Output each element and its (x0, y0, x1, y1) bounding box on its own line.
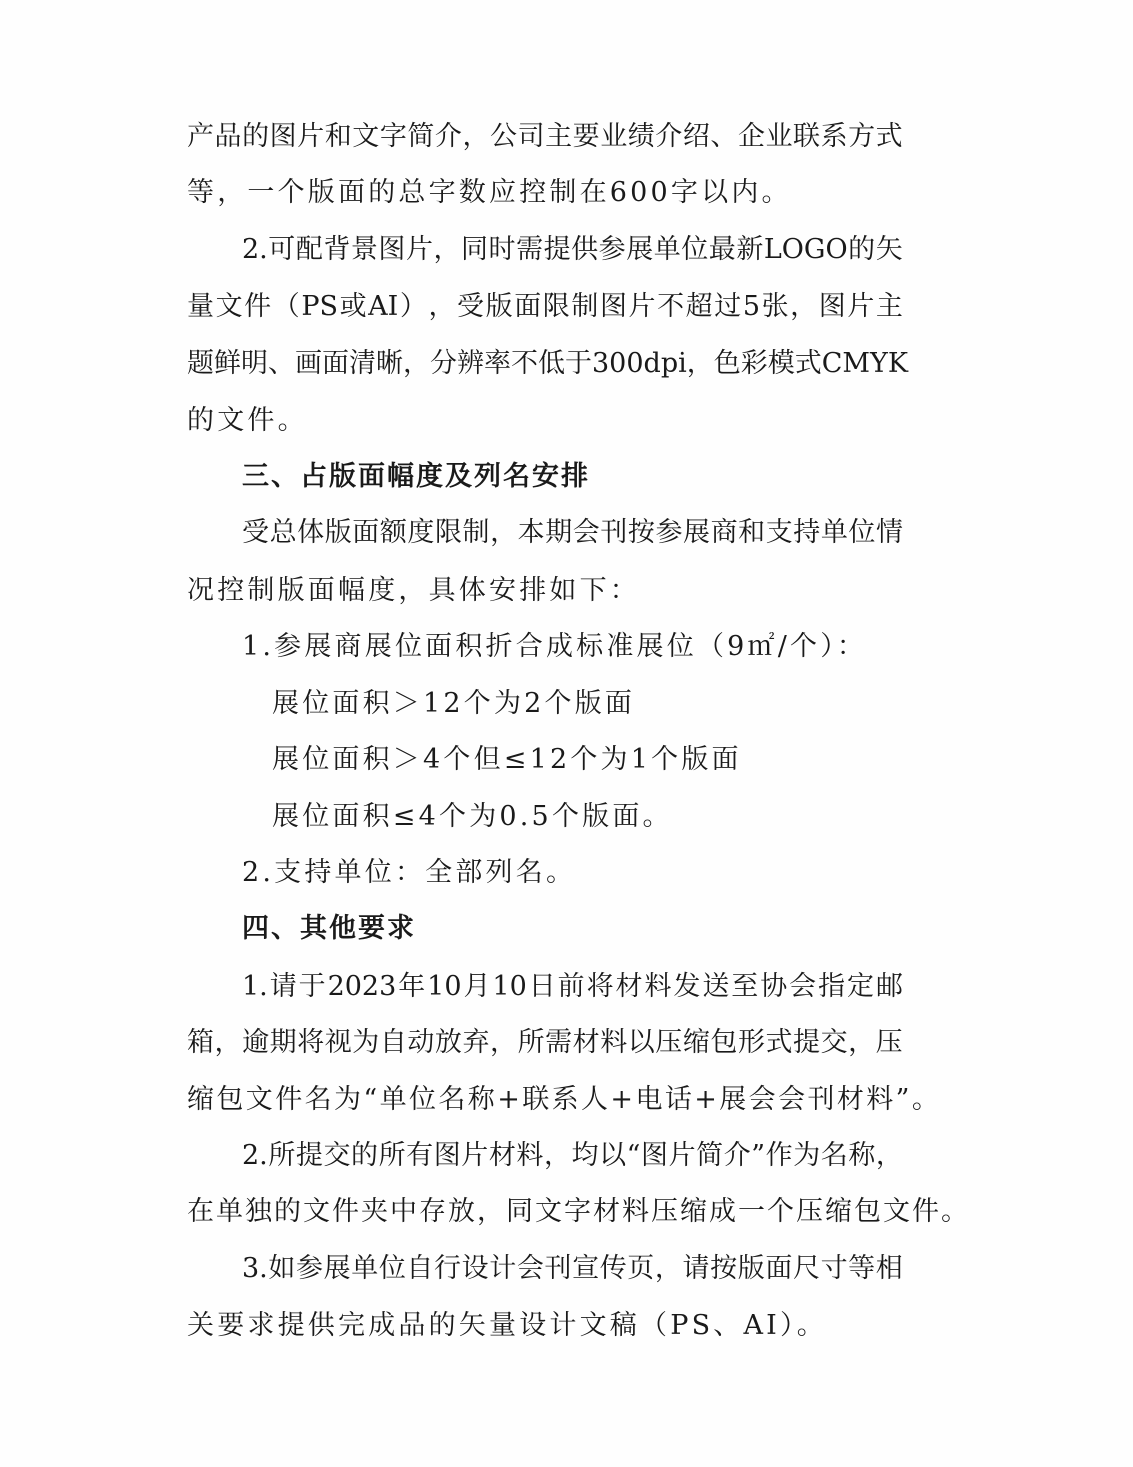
text-glyph: 张 (761, 291, 789, 322)
text-glyph: 色 (713, 348, 741, 379)
text-glyph: 自 (379, 1027, 407, 1058)
text-glyph: 可 (268, 234, 296, 265)
text-glyph: 弃 (462, 1027, 490, 1058)
text-glyph: 的 (848, 234, 876, 265)
text-glyph: 指 (818, 971, 846, 1002)
text-glyph: 面 (322, 348, 349, 379)
text-glyph: 图 (269, 121, 297, 152)
text-glyph: 所 (268, 1140, 296, 1171)
paragraph-line (242, 967, 903, 1007)
text-glyph: 至 (731, 971, 759, 1002)
text-glyph: 率 (484, 348, 511, 379)
text-glyph: 片 (461, 1140, 489, 1171)
text-glyph: 限 (434, 517, 462, 548)
text-glyph: 于 (298, 971, 326, 1002)
text-glyph: 期 (269, 1027, 297, 1058)
text-glyph: 背 (323, 234, 351, 265)
text-glyph: 企 (737, 121, 765, 152)
text-glyph: 会 (516, 1253, 544, 1284)
text-glyph: 版 (737, 1253, 765, 1284)
text-glyph: 行 (434, 1253, 462, 1284)
paragraph-line: 的文件。 (187, 405, 308, 436)
text-glyph: 交 (323, 1140, 351, 1171)
text-glyph: 以 (627, 1027, 655, 1058)
text-glyph: ， (490, 1027, 518, 1058)
text-glyph: 发 (673, 971, 701, 1002)
text-glyph: ， (403, 348, 430, 379)
text-glyph: 日 (528, 971, 556, 1002)
text-glyph: 名 (820, 1140, 848, 1171)
text-glyph: 图 (641, 1140, 669, 1171)
text-glyph: 清 (349, 348, 376, 379)
text-glyph: 持 (793, 517, 821, 548)
text-glyph: 同 (461, 234, 489, 265)
text-glyph: 刊 (600, 517, 628, 548)
paragraph-line: 在单独的文件夹中存放，同文字材料压缩成一个压缩包文件。 (187, 1196, 970, 1227)
text-glyph: 均 (571, 1140, 599, 1171)
section-heading: 四、其他要求 (242, 913, 416, 944)
text-glyph: 公 (490, 121, 518, 152)
paragraph-line: 关要求提供完成品的矢量设计文稿（PS、AI）。 (187, 1310, 827, 1341)
text-glyph: 制 (462, 517, 490, 548)
text-glyph: 式 (765, 1027, 793, 1058)
text-glyph: 料 (516, 1140, 544, 1171)
text-glyph: 5 (742, 291, 761, 322)
text-glyph: 位 (848, 517, 876, 548)
text-glyph: 所 (517, 1027, 545, 1058)
paragraph-line (242, 1136, 903, 1176)
text-glyph: 压 (875, 1027, 903, 1058)
text-glyph: 产 (187, 121, 214, 152)
text-glyph: 片 (628, 291, 656, 322)
text-glyph: 绍 (682, 121, 710, 152)
text-glyph: （ (272, 291, 300, 322)
text-glyph: 件 (244, 291, 272, 322)
paragraph-line (187, 117, 903, 157)
text-glyph: 年 (398, 971, 426, 1002)
text-glyph: 额 (379, 517, 407, 548)
text-glyph: ， (790, 291, 818, 322)
list-item: 展位面积＞12个为2个版面 (272, 688, 636, 719)
text-glyph: 以 (599, 1140, 627, 1171)
text-glyph: 邮 (875, 971, 903, 1002)
text-glyph: 300dpi (592, 348, 687, 379)
text-glyph: 支 (765, 517, 793, 548)
text-glyph: PS (301, 291, 338, 322)
text-glyph: 超 (685, 291, 713, 322)
text-glyph: 系 (820, 121, 848, 152)
text-glyph: 的 (351, 1140, 379, 1171)
text-glyph: 、 (268, 348, 295, 379)
paragraph-line: 等，一个版面的总字数应控制在600字以内。 (187, 177, 792, 208)
text-glyph: 版 (485, 291, 513, 322)
text-glyph: 料 (600, 1027, 628, 1058)
text-glyph: 所 (378, 1140, 406, 1171)
text-glyph: 3. (242, 1253, 268, 1284)
paragraph-line: 况控制版面幅度，具体安排如下： (187, 575, 640, 606)
text-glyph: 业 (765, 121, 793, 152)
text-glyph: 位 (681, 234, 709, 265)
text-glyph: 材 (572, 1027, 600, 1058)
text-glyph: 视 (324, 1027, 352, 1058)
text-glyph: 10 (427, 971, 462, 1002)
text-glyph: 2. (242, 1140, 268, 1171)
text-glyph: ， (654, 1253, 682, 1284)
text-glyph: 明 (241, 348, 268, 379)
text-glyph: 期 (545, 517, 573, 548)
text-glyph: 晰 (376, 348, 403, 379)
text-glyph: 按 (710, 1253, 738, 1284)
paragraph-line (242, 513, 903, 553)
text-glyph: 版 (324, 517, 352, 548)
text-glyph: “ (626, 1140, 641, 1171)
text-glyph: 式 (794, 348, 822, 379)
text-glyph: 传 (599, 1253, 627, 1284)
text-glyph: ， (875, 1140, 903, 1171)
text-glyph: 面 (514, 291, 542, 322)
text-glyph: 介 (655, 121, 683, 152)
text-glyph: 自 (406, 1253, 434, 1284)
text-glyph: 提 (543, 234, 571, 265)
text-glyph: 作 (765, 1140, 793, 1171)
text-glyph: 总 (269, 517, 297, 548)
text-glyph: 、 (710, 121, 738, 152)
text-glyph: 分 (430, 348, 457, 379)
text-glyph: 按 (627, 517, 655, 548)
paragraph-line: 1.参展商展位面积折合成标准展位（9㎡/个）： (242, 631, 868, 662)
text-glyph: 限 (542, 291, 570, 322)
text-glyph: 情 (875, 517, 903, 548)
text-glyph: 鲜 (214, 348, 241, 379)
text-glyph: 提 (295, 1140, 323, 1171)
paragraph-line: 2.支持单位：全部列名。 (242, 857, 577, 888)
text-glyph: 或 (339, 291, 367, 322)
text-glyph: 画 (295, 348, 322, 379)
text-glyph: 和 (738, 517, 766, 548)
text-glyph: 制 (571, 291, 599, 322)
text-glyph: 协 (760, 971, 788, 1002)
text-glyph: ， (490, 517, 518, 548)
text-glyph: 文 (352, 121, 380, 152)
text-glyph: 展 (683, 517, 710, 548)
text-glyph: 文 (215, 291, 243, 322)
text-glyph: 需 (516, 234, 544, 265)
text-glyph: 1. (242, 971, 268, 1002)
text-glyph: 低 (538, 348, 565, 379)
text-glyph: 介 (434, 121, 462, 152)
text-glyph: 片 (405, 234, 433, 265)
text-glyph: 缩 (682, 1027, 710, 1058)
text-glyph: 司 (517, 121, 545, 152)
text-glyph: 定 (847, 971, 875, 1002)
text-glyph: ， (433, 234, 461, 265)
text-glyph: 图 (599, 291, 627, 322)
text-glyph: 有 (406, 1140, 434, 1171)
text-glyph: ， (543, 1140, 571, 1171)
text-glyph: 矢 (875, 234, 903, 265)
text-glyph: 单 (351, 1253, 379, 1284)
text-glyph: 称 (848, 1140, 876, 1171)
text-glyph: 字 (379, 121, 407, 152)
text-glyph: 10 (492, 971, 527, 1002)
text-glyph: 提 (793, 1027, 821, 1058)
text-glyph: 业 (600, 121, 628, 152)
text-glyph: 简 (696, 1140, 724, 1171)
text-glyph: 不 (511, 348, 538, 379)
text-glyph: 配 (295, 234, 323, 265)
text-glyph: 品 (214, 121, 242, 152)
text-glyph: 过 (714, 291, 742, 322)
text-glyph: 主 (875, 291, 903, 322)
text-glyph: 前 (557, 971, 585, 1002)
text-glyph: 度 (407, 517, 435, 548)
text-glyph: 等 (848, 1253, 876, 1284)
text-glyph: 受 (457, 291, 485, 322)
text-glyph: 片 (297, 121, 325, 152)
text-glyph: 为 (793, 1140, 821, 1171)
list-item: 展位面积≤4个为0.5个版面。 (272, 801, 673, 832)
text-glyph: 会 (789, 971, 817, 1002)
list-item: 展位面积＞4个但≤12个为1个版面 (272, 744, 742, 775)
text-glyph: 宣 (572, 1253, 600, 1284)
text-glyph: 交 (820, 1027, 848, 1058)
text-glyph: 寸 (820, 1253, 848, 1284)
text-glyph: ， (462, 121, 490, 152)
text-glyph: 参 (598, 234, 626, 265)
text-glyph: 材 (615, 971, 643, 1002)
text-glyph: 式 (875, 121, 903, 152)
text-glyph: 要 (572, 121, 600, 152)
text-glyph: 尺 (792, 1253, 820, 1284)
text-glyph: 景 (350, 234, 378, 265)
text-glyph: 不 (657, 291, 685, 322)
text-glyph: 面 (352, 517, 380, 548)
text-glyph: 2023 (327, 971, 397, 1002)
text-glyph: 展 (323, 1253, 351, 1284)
text-glyph: 放 (434, 1027, 462, 1058)
text-glyph: 月 (463, 971, 491, 1002)
text-glyph: 面 (765, 1253, 793, 1284)
text-glyph: 刊 (544, 1253, 572, 1284)
text-glyph: 新 (736, 234, 764, 265)
text-glyph: 请 (682, 1253, 710, 1284)
text-glyph: 压 (655, 1027, 683, 1058)
text-glyph: 本 (517, 517, 545, 548)
text-glyph: 辨 (457, 348, 484, 379)
text-glyph: 模 (767, 348, 795, 379)
text-glyph: 料 (644, 971, 672, 1002)
text-glyph: ” (751, 1140, 766, 1171)
text-glyph: 如 (268, 1253, 296, 1284)
paragraph-line (187, 1023, 903, 1063)
text-glyph: AI (368, 291, 399, 322)
text-glyph: 单 (820, 517, 848, 548)
text-glyph: 为 (352, 1027, 380, 1058)
text-glyph: 参 (295, 1253, 323, 1284)
text-glyph: 的 (242, 121, 270, 152)
text-glyph: 将 (586, 971, 614, 1002)
text-glyph: 材 (488, 1140, 516, 1171)
text-glyph: LOGO (763, 234, 848, 265)
text-glyph: 主 (545, 121, 573, 152)
text-glyph: 送 (702, 971, 730, 1002)
text-glyph: 体 (297, 517, 325, 548)
text-glyph: 图 (818, 291, 846, 322)
text-glyph: 和 (324, 121, 352, 152)
text-glyph: 彩 (740, 348, 768, 379)
text-glyph: 需 (545, 1027, 573, 1058)
text-glyph: 设 (461, 1253, 489, 1284)
text-glyph: 会 (572, 517, 600, 548)
text-glyph: ， (848, 1027, 876, 1058)
text-glyph: 动 (407, 1027, 435, 1058)
text-glyph: ， (428, 291, 456, 322)
text-glyph: 相 (875, 1253, 903, 1284)
text-glyph: ， (686, 348, 714, 379)
text-glyph: CMYK (821, 348, 909, 379)
text-glyph: 时 (488, 234, 516, 265)
text-glyph: 请 (269, 971, 297, 1002)
text-glyph: 简 (407, 121, 435, 152)
text-glyph: 量 (187, 291, 214, 322)
text-glyph: 包 (710, 1027, 738, 1058)
text-glyph: 页 (627, 1253, 655, 1284)
text-glyph: 参 (655, 517, 683, 548)
text-glyph: 逾 (242, 1027, 270, 1058)
text-glyph: 受 (242, 517, 269, 548)
paragraph-line (242, 230, 903, 270)
text-glyph: 商 (710, 517, 738, 548)
text-glyph: 片 (847, 291, 875, 322)
text-glyph: 方 (848, 121, 876, 152)
text-glyph: 于 (565, 348, 592, 379)
text-glyph: 最 (708, 234, 736, 265)
text-glyph: 题 (187, 348, 214, 379)
text-glyph: 联 (793, 121, 821, 152)
text-glyph: 图 (378, 234, 406, 265)
text-glyph: 形 (737, 1027, 765, 1058)
text-glyph: 2. (242, 234, 268, 265)
text-glyph: 单 (653, 234, 681, 265)
text-glyph: 片 (668, 1140, 696, 1171)
text-glyph: 将 (297, 1027, 325, 1058)
text-glyph: 图 (433, 1140, 461, 1171)
text-glyph: 展 (626, 234, 654, 265)
paragraph-line (242, 1249, 903, 1289)
paragraph-line (187, 287, 903, 327)
paragraph-line: 缩包文件名为“单位名称+联系人+电话+展会会刊材料”。 (187, 1084, 942, 1115)
text-glyph: 绩 (627, 121, 655, 152)
section-heading: 三、占版面幅度及列名安排 (242, 461, 590, 492)
text-glyph: 位 (378, 1253, 406, 1284)
text-glyph: 供 (571, 234, 599, 265)
text-glyph: 箱 (187, 1027, 214, 1058)
text-glyph: ） (399, 291, 427, 322)
text-glyph: 计 (489, 1253, 517, 1284)
text-glyph: ， (214, 1027, 242, 1058)
paragraph-line (187, 344, 909, 384)
text-glyph: 介 (723, 1140, 751, 1171)
